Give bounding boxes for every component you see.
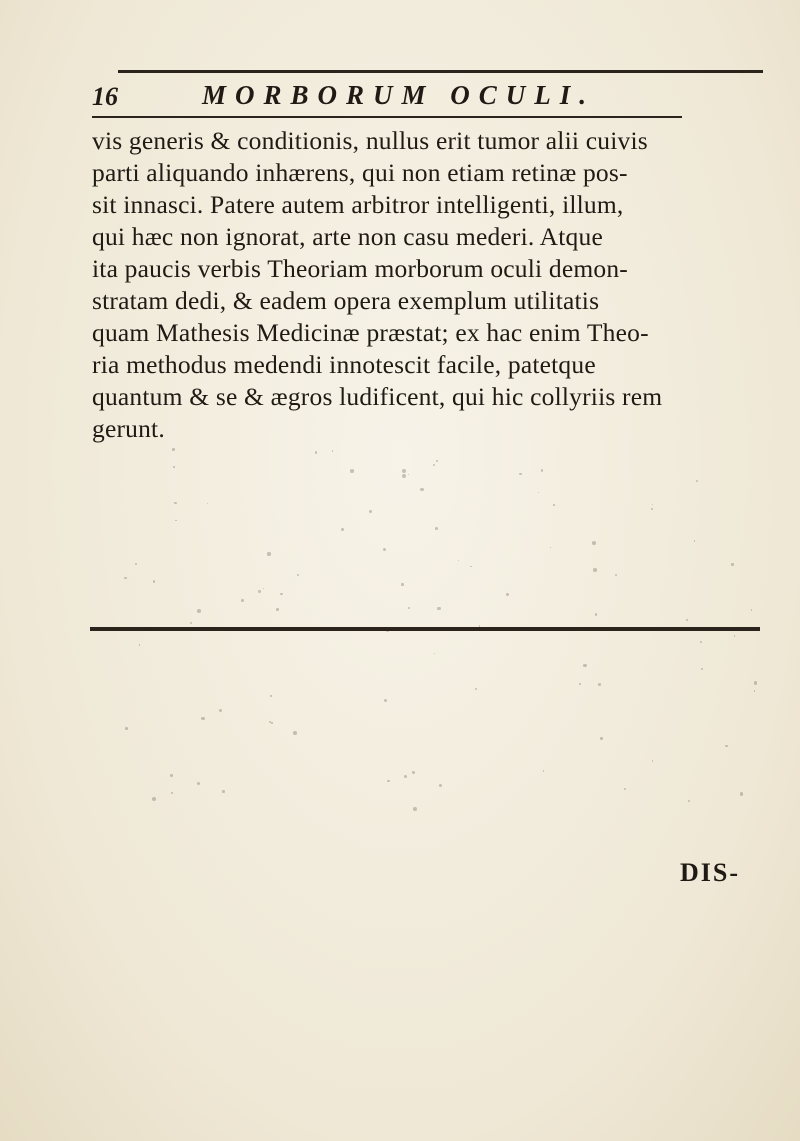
text-line: parti aliquando inhærens, qui non etiam retinæ pos- [92, 158, 628, 187]
running-title: MORBORUM OCULI. [202, 80, 596, 110]
paper-speckle [538, 492, 540, 494]
paper-speckle [263, 588, 264, 589]
paper-speckle [402, 469, 406, 473]
paper-speckle [725, 745, 727, 747]
paper-speckle [595, 613, 598, 616]
paper-speckle [688, 800, 690, 802]
paper-speckle [701, 668, 703, 670]
paper-speckle [293, 731, 297, 735]
paper-speckle [615, 574, 617, 576]
paper-speckle [201, 717, 205, 721]
text-line: stratam dedi, & eadem opera exemplum utilitatis [92, 286, 600, 315]
paper-speckle [271, 722, 272, 723]
paper-speckle [175, 520, 176, 521]
section-divider [90, 627, 760, 631]
paper-speckle [170, 774, 173, 777]
paper-speckle [350, 469, 354, 473]
text-line: quam Mathesis Medicinæ præstat; ex hac enim Theo- [92, 318, 649, 347]
paper-speckle [579, 683, 581, 685]
paper-speckle [386, 629, 389, 632]
paper-speckle [269, 721, 271, 723]
paper-speckle [270, 695, 271, 696]
header-rule [92, 116, 682, 118]
paper-speckle [437, 607, 441, 611]
paper-speckle [124, 577, 127, 580]
paper-speckle [404, 775, 407, 778]
paper-speckle [754, 681, 757, 684]
text-line: vis generis & conditionis, nullus erit tumor alii cuivis [92, 126, 648, 155]
paper-speckle [207, 503, 208, 504]
paper-speckle [651, 508, 653, 510]
paper-speckle [439, 784, 442, 787]
paper-speckle [694, 540, 695, 541]
paper-speckle [696, 480, 698, 482]
paper-speckle [135, 563, 137, 565]
paper-speckle [652, 504, 653, 505]
paper-speckle [267, 552, 270, 555]
text-line: sit innasci. Patere autem arbitror intelligenti, illum, [92, 190, 624, 219]
paper-speckle [435, 527, 438, 530]
paper-speckle [519, 473, 521, 475]
paper-speckle [470, 566, 471, 567]
paper-speckle [433, 464, 435, 466]
paper-speckle [384, 699, 387, 702]
paper-speckle [754, 690, 755, 691]
paper-speckle [434, 653, 435, 654]
paper-speckle [387, 780, 390, 783]
paper-speckle [600, 737, 603, 740]
paper-speckle [332, 450, 333, 451]
paper-speckle [479, 625, 481, 627]
paper-speckle [258, 590, 261, 593]
paper-speckle [139, 644, 141, 646]
paper-speckle [172, 448, 175, 451]
paper-speckle [174, 502, 176, 504]
paper-speckle [731, 563, 733, 565]
text-line: qui hæc non ignorat, arte non casu mederi. Atque [92, 222, 603, 251]
paper-speckle [541, 469, 543, 471]
paper-speckle [652, 760, 653, 761]
paper-speckle [383, 548, 386, 551]
paper-speckle [219, 709, 222, 712]
paper-speckle [173, 466, 175, 468]
paper-speckle [153, 580, 155, 582]
paper-speckle [592, 541, 596, 545]
body-paragraph [92, 125, 748, 445]
paper-speckle [402, 474, 406, 478]
paper-speckle [734, 635, 735, 636]
paper-speckle [171, 792, 173, 794]
paper-speckle [553, 504, 555, 506]
paper-speckle [598, 683, 601, 686]
paper-speckle [475, 688, 477, 690]
top-rule [118, 70, 763, 73]
paper-speckle [190, 622, 192, 624]
paper-speckle [550, 547, 552, 549]
paper-speckle [401, 583, 404, 586]
text-line: gerunt. [92, 414, 165, 443]
text-line: ita paucis verbis Theoriam morborum oculi demon- [92, 254, 628, 283]
paper-speckle [222, 790, 225, 793]
paper-speckle [700, 641, 702, 643]
paper-speckle [408, 474, 409, 475]
paper-speckle [420, 488, 423, 491]
page-number: 16 [92, 82, 118, 111]
paper-speckle [197, 782, 200, 785]
paper-speckle [241, 599, 244, 602]
paper-speckle [593, 568, 597, 572]
paper-speckle [152, 797, 156, 801]
text-line: quantum & se & ægros ludificent, qui hic collyriis rem [92, 382, 663, 411]
paper-speckle [408, 607, 410, 609]
paper-speckle [436, 460, 438, 462]
paper-speckle [413, 807, 417, 811]
paper-speckle [125, 727, 127, 729]
paper-speckle [297, 574, 299, 576]
page-header [92, 78, 742, 112]
paper-speckle [341, 528, 344, 531]
paper-speckle [624, 788, 627, 791]
catchword: DIS- [680, 858, 741, 887]
paper-speckle [583, 664, 587, 668]
paper-speckle [686, 619, 688, 621]
paper-speckle [506, 593, 509, 596]
paper-speckle [280, 593, 283, 596]
paper-speckle [543, 770, 545, 772]
paper-speckle [276, 608, 279, 611]
paper-speckle [315, 451, 318, 454]
paper-speckle [751, 609, 753, 611]
paper-speckle [369, 510, 372, 513]
paper-speckle [740, 792, 744, 796]
text-line: ria methodus medendi innotescit facile, patetque [92, 350, 596, 379]
paper-speckle [458, 560, 459, 561]
paper-speckle [412, 771, 415, 774]
paper-speckle [197, 609, 201, 613]
